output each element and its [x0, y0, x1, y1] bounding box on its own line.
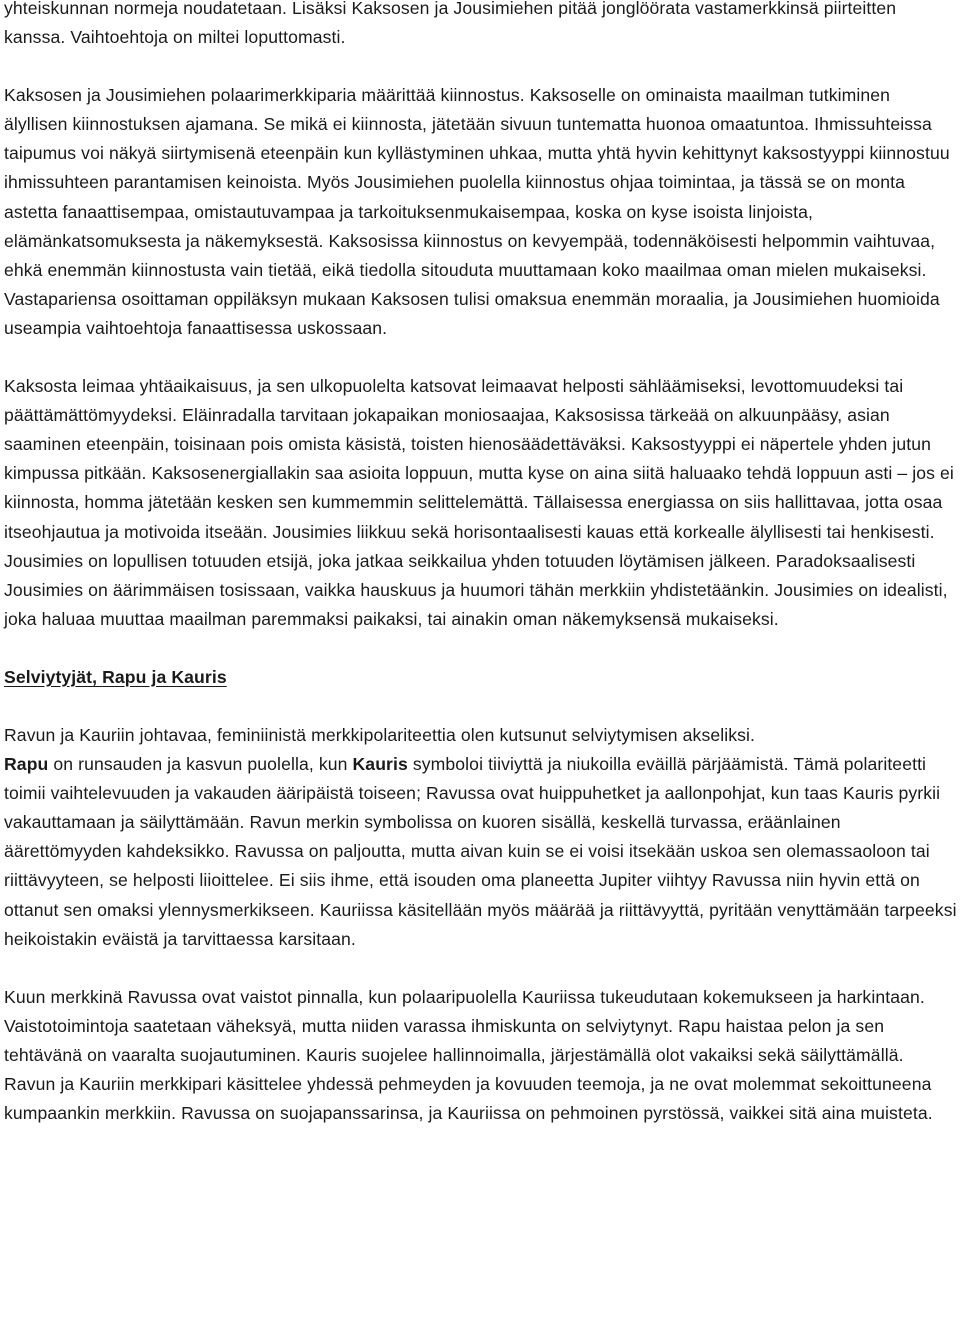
paragraph-4-text-1: Ravun ja Kauriin johtavaa, feminiinistä merkkipolariteettia olen kutsunut selviytymisen akseliksi.: [4, 724, 756, 745]
paragraph-4-text-2: on runsauden ja kasvun puolella, kun: [53, 754, 348, 775]
paragraph-4-text-3: symboloi tiiviyttä ja niukoilla eväillä pärjäämistä. Tämä polariteetti toimii vaihtelevuuden ja vakauden ääripäistä toiseen; Ravussa ovat huippuhetket ja aallonpohjat, kun taas Kauris pyrkii vakauttamaan ja säilyttämään. Ravun merkin symbolissa on kuoren sisällä, keskellä turvassa, eräänlainen äärettömyyden kahdeksikko. Ravussa on paljoutta, mutta aivan kuin se ei voisi itsekään uskoa sen olemassaoloon tai riittävyyteen, se helposti liioittelee. Ei siis ihme, että isouden oma planeetta Jupiter viihtyy Ravussa niin hyvin että on ottanut sen omaksi ylennysmerkikseen. Kauriissa käsitellään myös määrää ja riittävyyttä, pyritään venyttämään tarpeeksi heikoistakin eväistä ja tarvittaessa karsitaan.: [4, 754, 957, 949]
paragraph-3: Kaksosta leimaa yhtäaikaisuus, ja sen ulkopuolelta katsovat leimaavat helposti sähläämiseksi, levottomuudeksi tai päättämättömyydeksi. Eläinradalla tarvitaan jokapaikan moniosaajaa, Kaksosissa tärkeää on alkuunpääsy, asian saaminen eteenpäin, toisinaan pois omista käsistä, toisten hienosäädettäväksi. Kaksostyyppi ei näpertele yhden jutun kimpussa pitkään. Kaksosenergiallakin saa asioita loppuun, mutta kyse on aina siitä haluaako tehdä loppuun asti – jos ei kiinnosta, homma jätetään kesken sen kummemmin selittelemättä. Tällaisessa energiassa on siis hallittavaa, jotta osaa itseohjautua ja motivoida itseään. Jousimies liikkuu sekä horisontaalisesti kauas että korkealle älyllisesti tai henkisesti. Jousimies on lopullisen totuuden etsijä, joka jatkaa seikkailua yhden totuuden löytämisen jälkeen. Paradoksaalisesti Jousimies on äärimmäisen tosissaan, vaikka hauskuus ja huumori tähän merkkiin yhdistetäänkin. Jousimies on idealisti, joka haluaa muuttaa maailman paremmaksi paikaksi, tai ainakin oman näkemyksensä mukaiseksi.: [4, 376, 954, 629]
section-heading: Selviytyjät, Rapu ja Kauris: [4, 666, 227, 687]
paragraph-5: Kuun merkkinä Ravussa ovat vaistot pinnalla, kun polaaripuolella Kauriissa tukeudutaan kokemukseen ja harkintaan. Vaistotoimintoja saatetaan väheksyä, mutta niiden varassa ihmiskunta on selviytynyt. Rapu haistaa pelon ja sen tehtävänä on vaaralta suojautuminen. Kauris suojelee hallinnoimalla, järjestämällä olot vakaiksi sekä säilyttämällä. Ravun ja Kauriin merkkipari käsittelee yhdessä pehmeyden ja kovuuden teemoja, ja ne ovat molemmat sekoittuneena kumpaankin merkkiin. Ravussa on suojapanssarinsa, ja Kauriissa on pehmoinen pyrstössä, vaikkei sitä aina muisteta.: [4, 986, 933, 1124]
paragraph-1: yhteiskunnan normeja noudatetaan. Lisäksi Kaksosen ja Jousimiehen pitää jonglöörata vastamerkkinsä piirteitten kanssa. Vaihtoehtoja on miltei loputtomasti.: [4, 0, 897, 48]
paragraph-4: [4, 721, 958, 954]
paragraph-2: Kaksosen ja Jousimiehen polaarimerkkiparia määrittää kiinnostus. Kaksoselle on ominaista maailman tutkiminen älyllisen kiinnostuksen ajamana. Se mikä ei kiinnosta, jätetään sivuun tuntematta huonoa omaatuntoa. Ihmissuhteissa taipumus voi näkyä siirtymisenä eteenpäin kun kyllästyminen uhkaa, mutta yhtä hyvin kehittynyt kaksostyyppi kiinnostuu ihmissuhteen parantamisen keinoista. Myös Jousimiehen puolella kiinnostus ohjaa toimintaa, ja tässä se on monta astetta fanaattisempaa, omistautuvampaa ja tarkoituksenmukaisempaa, koska on kyse isoista linjoista, elämänkatsomuksesta ja näkemyksestä. Kaksosissa kiinnostus on kevyempää, todennäköisesti helpommin vaihtuvaa, ehkä enemmän kiinnostusta vain tietää, eikä tiedolla sitouduta muuttamaan koko maailmaa oman mielen mukaiseksi. Vastapariensa osoittaman oppiläksyn mukaan Kaksosen tulisi omaksua enemmän moraalia, ja Jousimiehen huomioida useampia vaihtoehtoja fanaattisessa uskossaan.: [4, 85, 950, 338]
document-page: [4, 0, 958, 1128]
term-kauris: Kauris: [352, 754, 408, 775]
term-rapu: Rapu: [4, 754, 49, 775]
